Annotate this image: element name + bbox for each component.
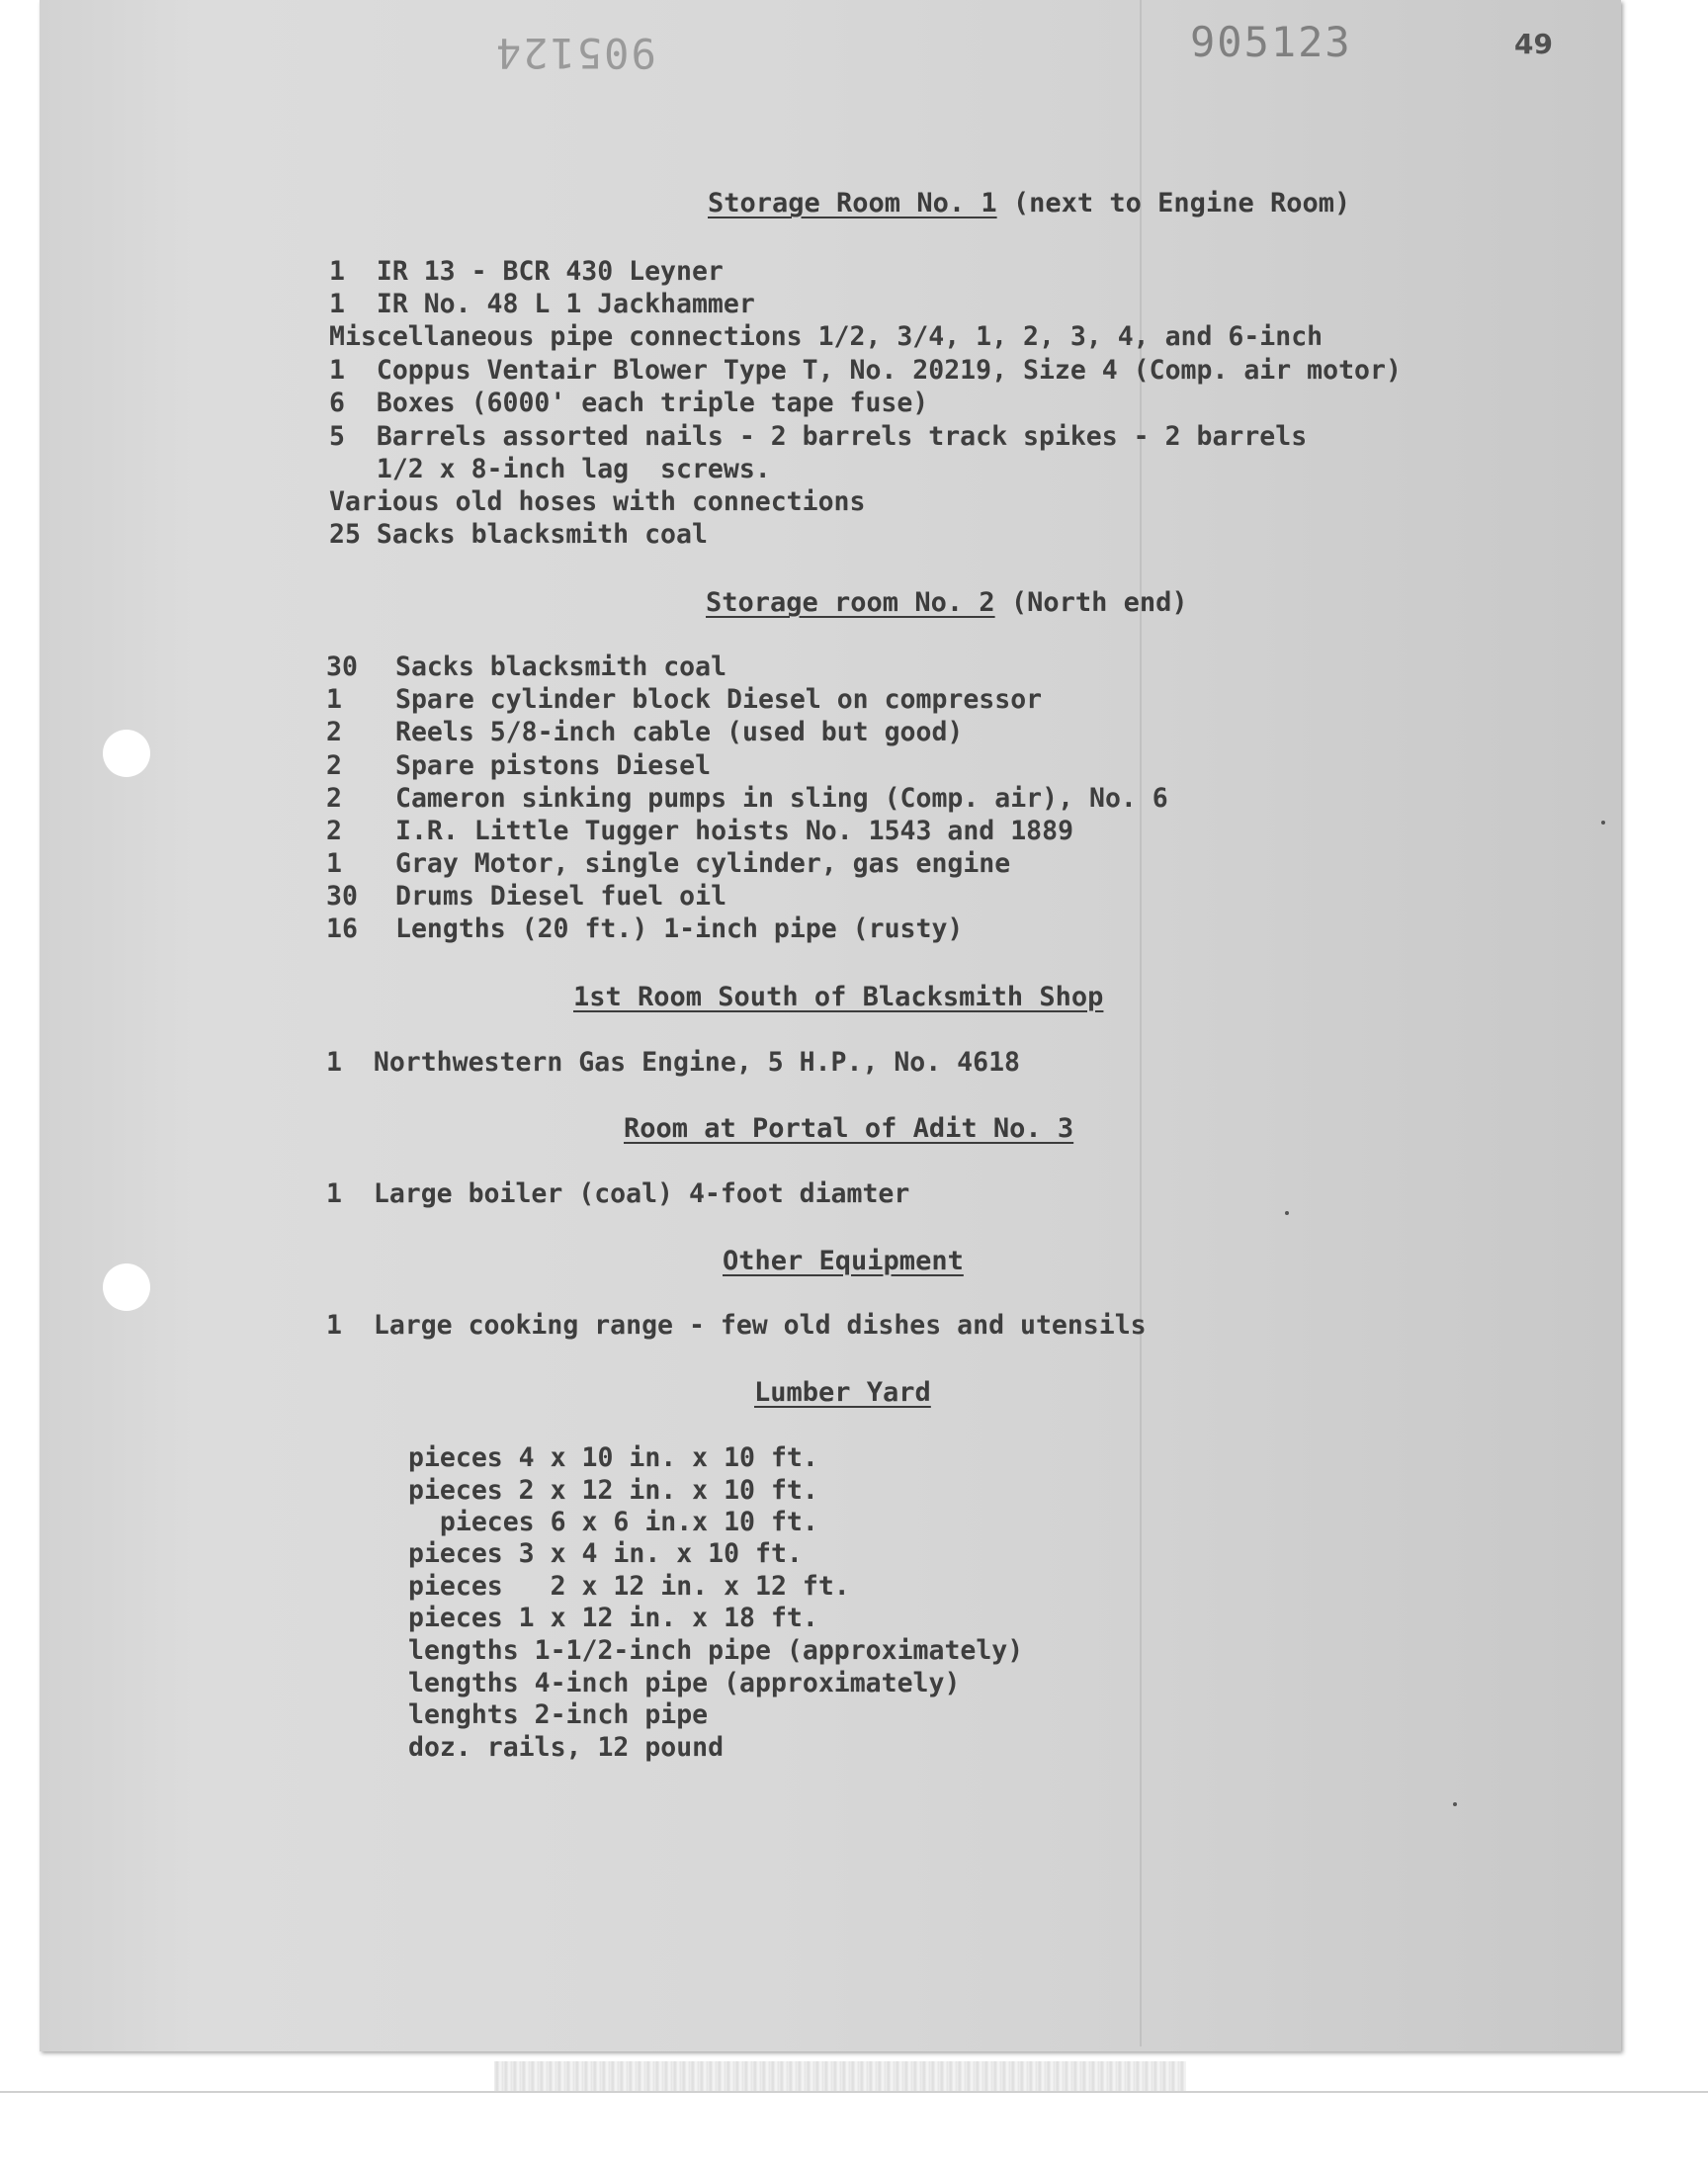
- list-item: 25 Sacks blacksmith coal: [329, 519, 708, 550]
- mirrored-stamp-number: 905124: [494, 29, 656, 77]
- stamp-number: 905123: [1190, 18, 1352, 66]
- item-description: lengths 4-inch pipe (approximately): [408, 1668, 961, 1698]
- section-heading: [754, 1379, 931, 1406]
- item-description: I.R. Little Tugger hoists No. 1543 and 1889: [395, 816, 1074, 846]
- section-title: 1st Room South of Blacksmith Shop: [573, 982, 1104, 1012]
- item-quantity: 30: [326, 652, 358, 682]
- item-description: pieces 2 x 12 in. x 12 ft.: [408, 1571, 850, 1602]
- section-heading: [573, 984, 1103, 1010]
- item-description: pieces 1 x 12 in. x 18 ft.: [408, 1603, 818, 1633]
- list-item: 5 Barrels assorted nails - 2 barrels track spikes - 2 barrels: [329, 421, 1308, 452]
- item-description: pieces 3 x 4 in. x 10 ft.: [408, 1538, 803, 1569]
- scan-artifact: [494, 2061, 1186, 2091]
- item-description: Drums Diesel fuel oil: [395, 881, 727, 912]
- punch-hole: [103, 1263, 150, 1311]
- item-description: pieces 2 x 12 in. x 10 ft.: [408, 1475, 818, 1506]
- page-fold: [1140, 0, 1142, 2046]
- section-title: Other Equipment: [723, 1246, 964, 1276]
- scan-speck: [1285, 1211, 1289, 1215]
- list-item: 1 Large boiler (coal) 4-foot diamter: [326, 1178, 910, 1209]
- document-page: [40, 0, 1621, 2051]
- item-description: Spare pistons Diesel: [395, 750, 712, 781]
- page-number: 49: [1514, 28, 1553, 60]
- item-description: Reels 5/8-inch cable (used but good): [395, 717, 964, 747]
- item-description: Cameron sinking pumps in sling (Comp. air), No. 6: [395, 783, 1168, 814]
- item-description: Spare cylinder block Diesel on compressor: [395, 684, 1043, 715]
- list-item: 1 IR 13 - BCR 430 Leyner: [329, 256, 724, 287]
- punch-hole: [103, 730, 150, 777]
- section-heading: [624, 1115, 1073, 1142]
- item-quantity: 2: [326, 717, 342, 747]
- item-description: doz. rails, 12 pound: [408, 1732, 725, 1763]
- scan-speck: [1601, 821, 1605, 825]
- list-item: 1/2 x 8-inch lag screws.: [329, 454, 771, 484]
- list-item: 1 IR No. 48 L 1 Jackhammer: [329, 289, 755, 319]
- item-description: Lengths (20 ft.) 1-inch pipe (rusty): [395, 914, 964, 944]
- section-heading: [708, 190, 1350, 217]
- item-quantity: 1: [326, 684, 342, 715]
- list-item: 1 Northwestern Gas Engine, 5 H.P., No. 4618: [326, 1047, 1020, 1078]
- section-subtitle: (North end): [1010, 587, 1188, 618]
- item-quantity: 2: [326, 750, 342, 781]
- scan-speck: [1453, 1802, 1457, 1806]
- item-description: Gray Motor, single cylinder, gas engine: [395, 848, 1011, 879]
- list-item: Miscellaneous pipe connections 1/2, 3/4, 1, 2, 3, 4, and 6-inch: [329, 321, 1324, 352]
- item-quantity: 16: [326, 914, 358, 944]
- item-description: lengths 1-1/2-inch pipe (approximately): [408, 1635, 1024, 1666]
- scan-edge: [0, 2091, 1708, 2093]
- item-quantity: 2: [326, 816, 342, 846]
- section-title: Storage room No. 2: [706, 587, 995, 618]
- section-subtitle: (next to Engine Room): [1012, 188, 1351, 218]
- list-item: Various old hoses with connections: [329, 486, 866, 517]
- item-quantity: 1: [326, 848, 342, 879]
- section-heading: [706, 589, 1188, 616]
- list-item: 6 Boxes (6000' each triple tape fuse): [329, 388, 929, 418]
- section-heading: [723, 1248, 964, 1274]
- item-description: Sacks blacksmith coal: [395, 652, 727, 682]
- item-description: lenghts 2-inch pipe: [408, 1699, 709, 1730]
- item-description: pieces 4 x 10 in. x 10 ft.: [408, 1442, 818, 1473]
- list-item: 1 Coppus Ventair Blower Type T, No. 20219, Size 4 (Comp. air motor): [329, 355, 1402, 386]
- section-title: Lumber Yard: [754, 1377, 931, 1408]
- item-quantity: 2: [326, 783, 342, 814]
- section-title: Storage Room No. 1: [708, 188, 997, 218]
- item-description: pieces 6 x 6 in.x 10 ft.: [408, 1507, 818, 1537]
- section-title: Room at Portal of Adit No. 3: [624, 1113, 1074, 1144]
- list-item: 1 Large cooking range - few old dishes and utensils: [326, 1310, 1147, 1341]
- item-quantity: 30: [326, 881, 358, 912]
